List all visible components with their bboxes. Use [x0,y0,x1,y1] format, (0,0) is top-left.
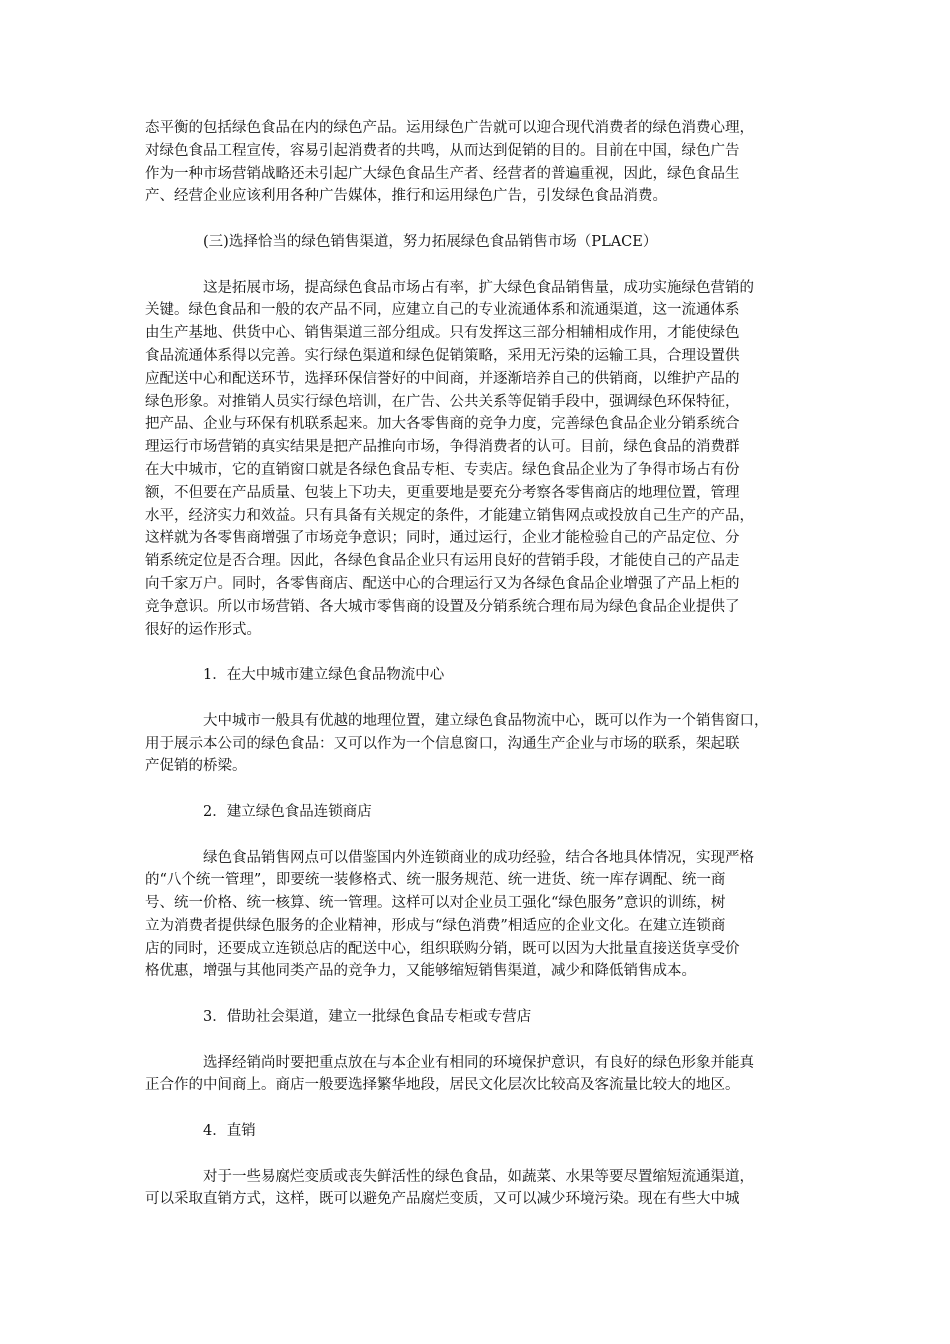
text-line: 把产品、企业与环保有机联系起来。加大各零售商的竞争力度，完善绿色食品企业分销系统合 [145,416,740,433]
text-line: 对于一些易腐烂变质或丧失鲜活性的绿色食品，如蔬菜、水果等要尽置缩短流通渠道， [203,1168,754,1185]
paragraph-channel-expansion [145,277,805,642]
subheading-social-channels: 3．借助社会渠道，建立一批绿色食品专柜或专营店 [203,1009,532,1026]
text-line: 立为消费者提供绿色服务的企业精神，形成与“绿色消费”相适应的企业文化。在建立连锁商 [145,917,726,934]
subheading-logistics-center: 1．在大中城市建立绿色食品物流中心 [203,667,445,684]
text-line: 水平，经济实力和效益。只有具备有关规定的条件，才能建立销售网点或投放自己生产的产品， [145,507,754,524]
text-line: 绿色食品销售网点可以借鉴国内外连锁商业的成功经验，结合各地具体情况，实现严格 [203,849,754,866]
text-line: 格优惠，增强与其他同类产品的竞争力，又能够缩短销售渠道，减少和降低销售成本。 [145,963,696,980]
subheading-chain-stores: 2．建立绿色食品连锁商店 [203,803,372,820]
text-line: 产促销的桥梁。 [145,758,247,775]
text-line: 态平衡的包括绿色食品在内的绿色产品。运用绿色广告就可以迎合现代消费者的绿色消费心理， [145,120,754,136]
text-line: 额，不但要在产品质量、包装上下功夫，更重要地是要充分考察各零售商店的地理位置，管理 [145,484,740,501]
text-line: 由生产基地、供货中心、销售渠道三部分组成。只有发挥这三部分相辅相成作用，才能使绿色 [145,325,740,342]
text-line: 的“八个统一管理”，即要统一装修格式、统一服务规范、统一进货、统一库存调配、统一商 [145,872,726,889]
text-line: 店的同时，还要成立连锁总店的配送中心，组织联购分销，既可以因为大批量直接送货享受价 [145,940,740,957]
text-line: 向千家万户。同时，各零售商店、配送中心的合理运行又为各绿色食品企业增强了产品上柜的 [145,575,740,592]
paragraph-chain-stores [145,847,805,984]
text-line: 大中城市一般具有优越的地理位置，建立绿色食品物流中心，既可以作为一个销售窗口， [203,712,769,729]
text-line: 理运行市场营销的真实结果是把产品推向市场，争得消费者的认可。目前，绿色食品的消费群 [145,439,740,456]
text-line: 竞争意识。所以市场营销、各大城市零售商的设置及分销系统合理布局为绿色食品企业提供了 [145,598,740,615]
subheading-direct-sales: 4．直销 [203,1123,256,1140]
text-line: 作为一种市场营销战略还未引起广大绿色食品生产者、经营者的普遍重视，因此，绿色食品生 [145,165,740,182]
text-line: 应配送中心和配送环节，选择环保信誉好的中间商，并逐渐培养自己的供销商，以维护产品的 [145,370,740,387]
text-line: 食品流通体系得以完善。实行绿色渠道和绿色促销策略，采用无污染的运输工具，合理设置供 [145,347,740,364]
text-line: 绿色形象。对推销人员实行绿色培训，在广告、公共关系等促销手段中，强调绿色环保特征， [145,393,740,410]
text-line: 在大中城市，它的直销窗口就是各绿色食品专柜、专卖店。绿色食品企业为了争得市场占有份 [145,461,740,478]
text-line: 这是拓展市场，提高绿色食品市场占有率，扩大绿色食品销售量，成功实施绿色营销的 [203,279,754,296]
paragraph-direct-sales [145,1166,805,1212]
text-line: 用于展示本公司的绿色食品：又可以作为一个信息窗口，沟通生产企业与市场的联系，架起联 [145,735,740,752]
text-line: 选择经销尚时要把重点放在与本企业有相同的环境保护意识，有良好的绿色形象并能真 [203,1054,754,1071]
paragraph-green-advertising [145,117,805,208]
text-line: 这样就为各零售商增强了市场竞争意识；同时，通过运行，企业才能检验自己的产品定位、分 [145,530,740,547]
text-line: 号、统一价格、统一核算、统一管理。这样可以对企业员工强化“绿色服务”意识的训练，树 [145,895,726,912]
text-line: 销系统定位是否合理。因此，各绿色食品企业只有运用良好的营销手段，才能使自己的产品走 [145,553,740,570]
document-body [145,117,805,1211]
paragraph-logistics-center [145,710,805,778]
text-line: 正合作的中间商上。商店一般要选择繁华地段，居民文化层次比较高及客流量比较大的地区。 [145,1077,740,1094]
text-line: 对绿色食品工程宣传，容易引起消费者的共鸣，从而达到促销的目的。目前在中国，绿色广告 [145,142,740,159]
text-line: 可以采取直销方式，这样，既可以避免产品腐烂变质，又可以减少环境污染。现在有些大中城 [145,1191,740,1208]
text-line: 关键。绿色食品和一般的农产品不同，应建立自己的专业流通体系和流通渠道，这一流通体系 [145,302,740,319]
paragraph-social-channels [145,1052,805,1098]
text-line: 很好的运作形式。 [145,621,261,638]
text-line: 产、经营企业应该利用各种广告媒体，推行和运用绿色广告，引发绿色食品消费。 [145,188,667,205]
section-heading-place: (三)选择恰当的绿色销售渠道，努力拓展绿色食品销售市场（PLACE） [203,233,658,250]
